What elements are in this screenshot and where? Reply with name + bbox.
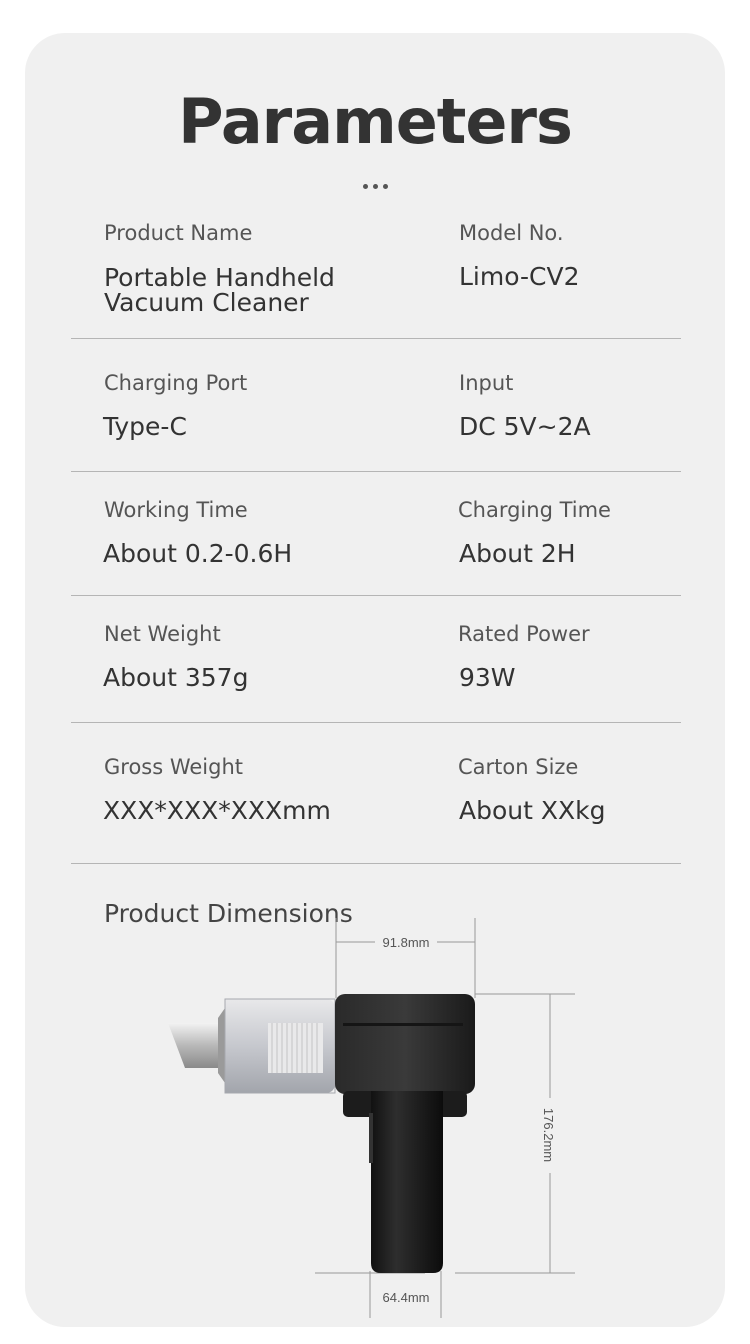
input-value: DC 5V~2A (459, 412, 591, 441)
charging-time-value: About 2H (459, 539, 576, 568)
input-label: Input (459, 371, 514, 395)
height-label: 176.2mm (541, 1107, 556, 1163)
vacuum-illustration (168, 994, 475, 1273)
gross-weight-label: Gross Weight (104, 755, 244, 779)
top-width-label: 91.8mm (382, 935, 430, 950)
top-width-dimension (336, 918, 475, 998)
rated-power-value: 93W (459, 663, 516, 692)
carton-size-label: Carton Size (458, 755, 579, 779)
parameters-card (25, 33, 725, 1327)
gross-weight-value: XXX*XXX*XXXmm (103, 796, 331, 825)
model-no-value: Limo-CV2 (459, 262, 580, 291)
bottom-width-label: 64.4mm (382, 1290, 430, 1305)
net-weight-label: Net Weight (104, 622, 221, 646)
rated-power-label: Rated Power (458, 622, 590, 646)
working-time-label: Working Time (104, 498, 248, 522)
product-name-value: Portable Handheld Vacuum Cleaner (104, 263, 335, 317)
charging-port-value: Type-C (103, 412, 187, 441)
working-time-value: About 0.2-0.6H (103, 539, 293, 568)
product-dimension-diagram (25, 33, 725, 1327)
net-weight-value: About 357g (103, 663, 249, 692)
product-name-label: Product Name (104, 221, 253, 245)
model-no-label: Model No. (459, 221, 564, 245)
product-dimensions-title: Product Dimensions (104, 899, 353, 928)
carton-size-value: About XXkg (459, 796, 606, 825)
page-title: Parameters (178, 85, 572, 158)
bottom-width-dimension (315, 1271, 441, 1318)
charging-time-label: Charging Time (458, 498, 611, 522)
charging-port-label: Charging Port (104, 371, 248, 395)
